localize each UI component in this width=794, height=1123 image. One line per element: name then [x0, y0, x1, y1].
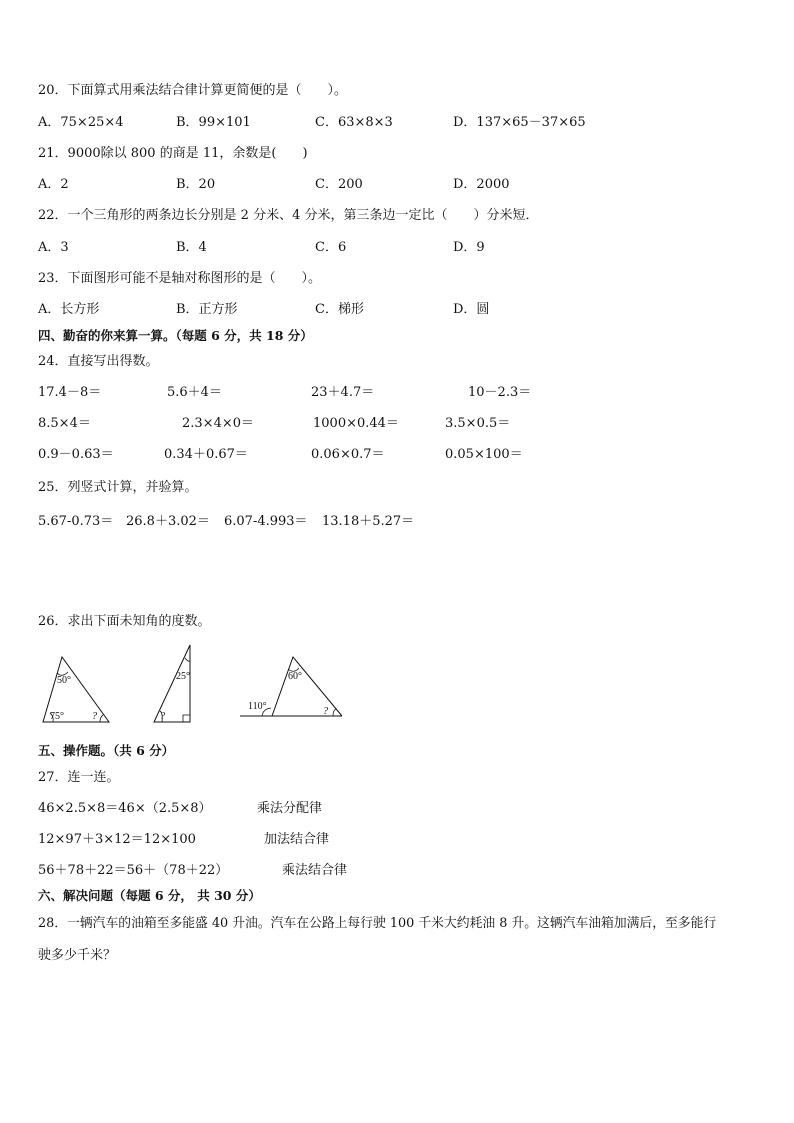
q24-item: 8.5×4＝: [38, 416, 91, 431]
angle-label: 75°: [50, 711, 64, 722]
angle-label: ?: [323, 706, 328, 717]
q24-item: 5.6＋4＝: [167, 385, 222, 400]
q22-stem: 22．一个三角形的两条边长分别是 2 分米、4 分米，第三条边一定比（ ）分米短．: [38, 208, 539, 223]
q23-option-b: B．正方形: [176, 302, 238, 317]
q25-stem: 25．列竖式计算，并验算。: [38, 480, 198, 495]
q25-item: 26.8＋3.02＝: [126, 514, 210, 529]
q23-option-c: C．梯形: [315, 302, 364, 317]
angle-label: ?: [92, 711, 97, 722]
section-4-heading: 四、勤奋的你来算一算。（每题 6 分，共 18 分）: [38, 328, 313, 343]
q24-item: 10－2.3＝: [468, 385, 532, 400]
q24-item: 23＋4.7＝: [311, 385, 375, 400]
angle-label: 60°: [288, 671, 302, 682]
q27-stem: 27．连一连。: [38, 770, 120, 785]
section-6-heading: 六、解决问题（每题 6 分， 共 30 分）: [38, 888, 261, 903]
q25-item: 6.07-4.993＝: [224, 514, 308, 529]
q25-item: 5.67-0.73＝: [38, 514, 114, 529]
q20-option-d: D．137×65－37×65: [453, 115, 586, 130]
angle-label: ?: [160, 711, 165, 722]
q23-option-d: D．圆: [453, 302, 490, 317]
q23-option-a: A．长方形: [38, 302, 100, 317]
q25-item: 13.18＋5.27＝: [322, 514, 415, 529]
section-5-heading: 五、操作题。（共 6 分）: [38, 743, 175, 758]
q24-item: 0.34＋0.67＝: [164, 447, 248, 462]
q21-stem: 21．9000除以 800 的商是 11，余数是( ): [38, 146, 308, 161]
q24-item: 0.06×0.7＝: [311, 447, 385, 462]
angle-label: 110°: [248, 701, 267, 712]
q20-stem: 20．下面算式用乘法结合律计算更简便的是（ ）。: [38, 83, 348, 98]
q24-stem: 24．直接写出得数。: [38, 354, 159, 369]
q27-right-item: 乘法结合律: [282, 863, 348, 878]
q24-item: 3.5×0.5＝: [445, 416, 511, 431]
triangle-figure-1: [40, 655, 115, 727]
q20-option-c: C．63×8×3: [315, 115, 393, 130]
q28-line-1: 28．一辆汽车的油箱至多能盛 40 升油。汽车在公路上每行驶 100 千米大约耗油 8 升。这辆汽车油箱加满后，至多能行: [38, 916, 717, 931]
q27-left-item: 56＋78＋22＝56＋（78＋22）: [38, 863, 229, 878]
q24-item: 17.4－8＝: [38, 385, 102, 400]
q26-stem: 26．求出下面未知角的度数。: [38, 614, 211, 629]
angle-label: 50°: [57, 675, 71, 686]
q22-option-c: C．6: [315, 240, 347, 255]
q27-right-item: 加法结合律: [264, 832, 330, 847]
triangle-figure-3: [238, 654, 348, 726]
q24-item: 1000×0.44＝: [313, 416, 399, 431]
q28-line-2: 驶多少千米？: [38, 948, 117, 963]
q22-option-d: D．9: [453, 240, 485, 255]
q24-item: 0.9－0.63＝: [38, 447, 114, 462]
q21-option-d: D．2000: [453, 177, 510, 192]
triangle-figure-2: [150, 643, 195, 727]
q21-option-b: B．20: [176, 177, 216, 192]
q27-left-item: 12×97＋3×12＝12×100: [38, 832, 196, 847]
q24-item: 2.3×4×0＝: [182, 416, 255, 431]
q20-option-b: B．99×101: [176, 115, 251, 130]
q21-option-c: C．200: [315, 177, 363, 192]
q20-option-a: A．75×25×4: [38, 115, 124, 130]
q22-option-b: B．4: [176, 240, 207, 255]
angle-label: 25°: [176, 671, 190, 682]
q21-option-a: A．2: [38, 177, 69, 192]
q23-stem: 23．下面图形可能不是轴对称图形的是（ ）。: [38, 271, 322, 286]
q27-right-item: 乘法分配律: [257, 801, 323, 816]
q24-item: 0.05×100＝: [445, 447, 523, 462]
q27-left-item: 46×2.5×8＝46×（2.5×8）: [38, 801, 212, 816]
q22-option-a: A．3: [38, 240, 69, 255]
